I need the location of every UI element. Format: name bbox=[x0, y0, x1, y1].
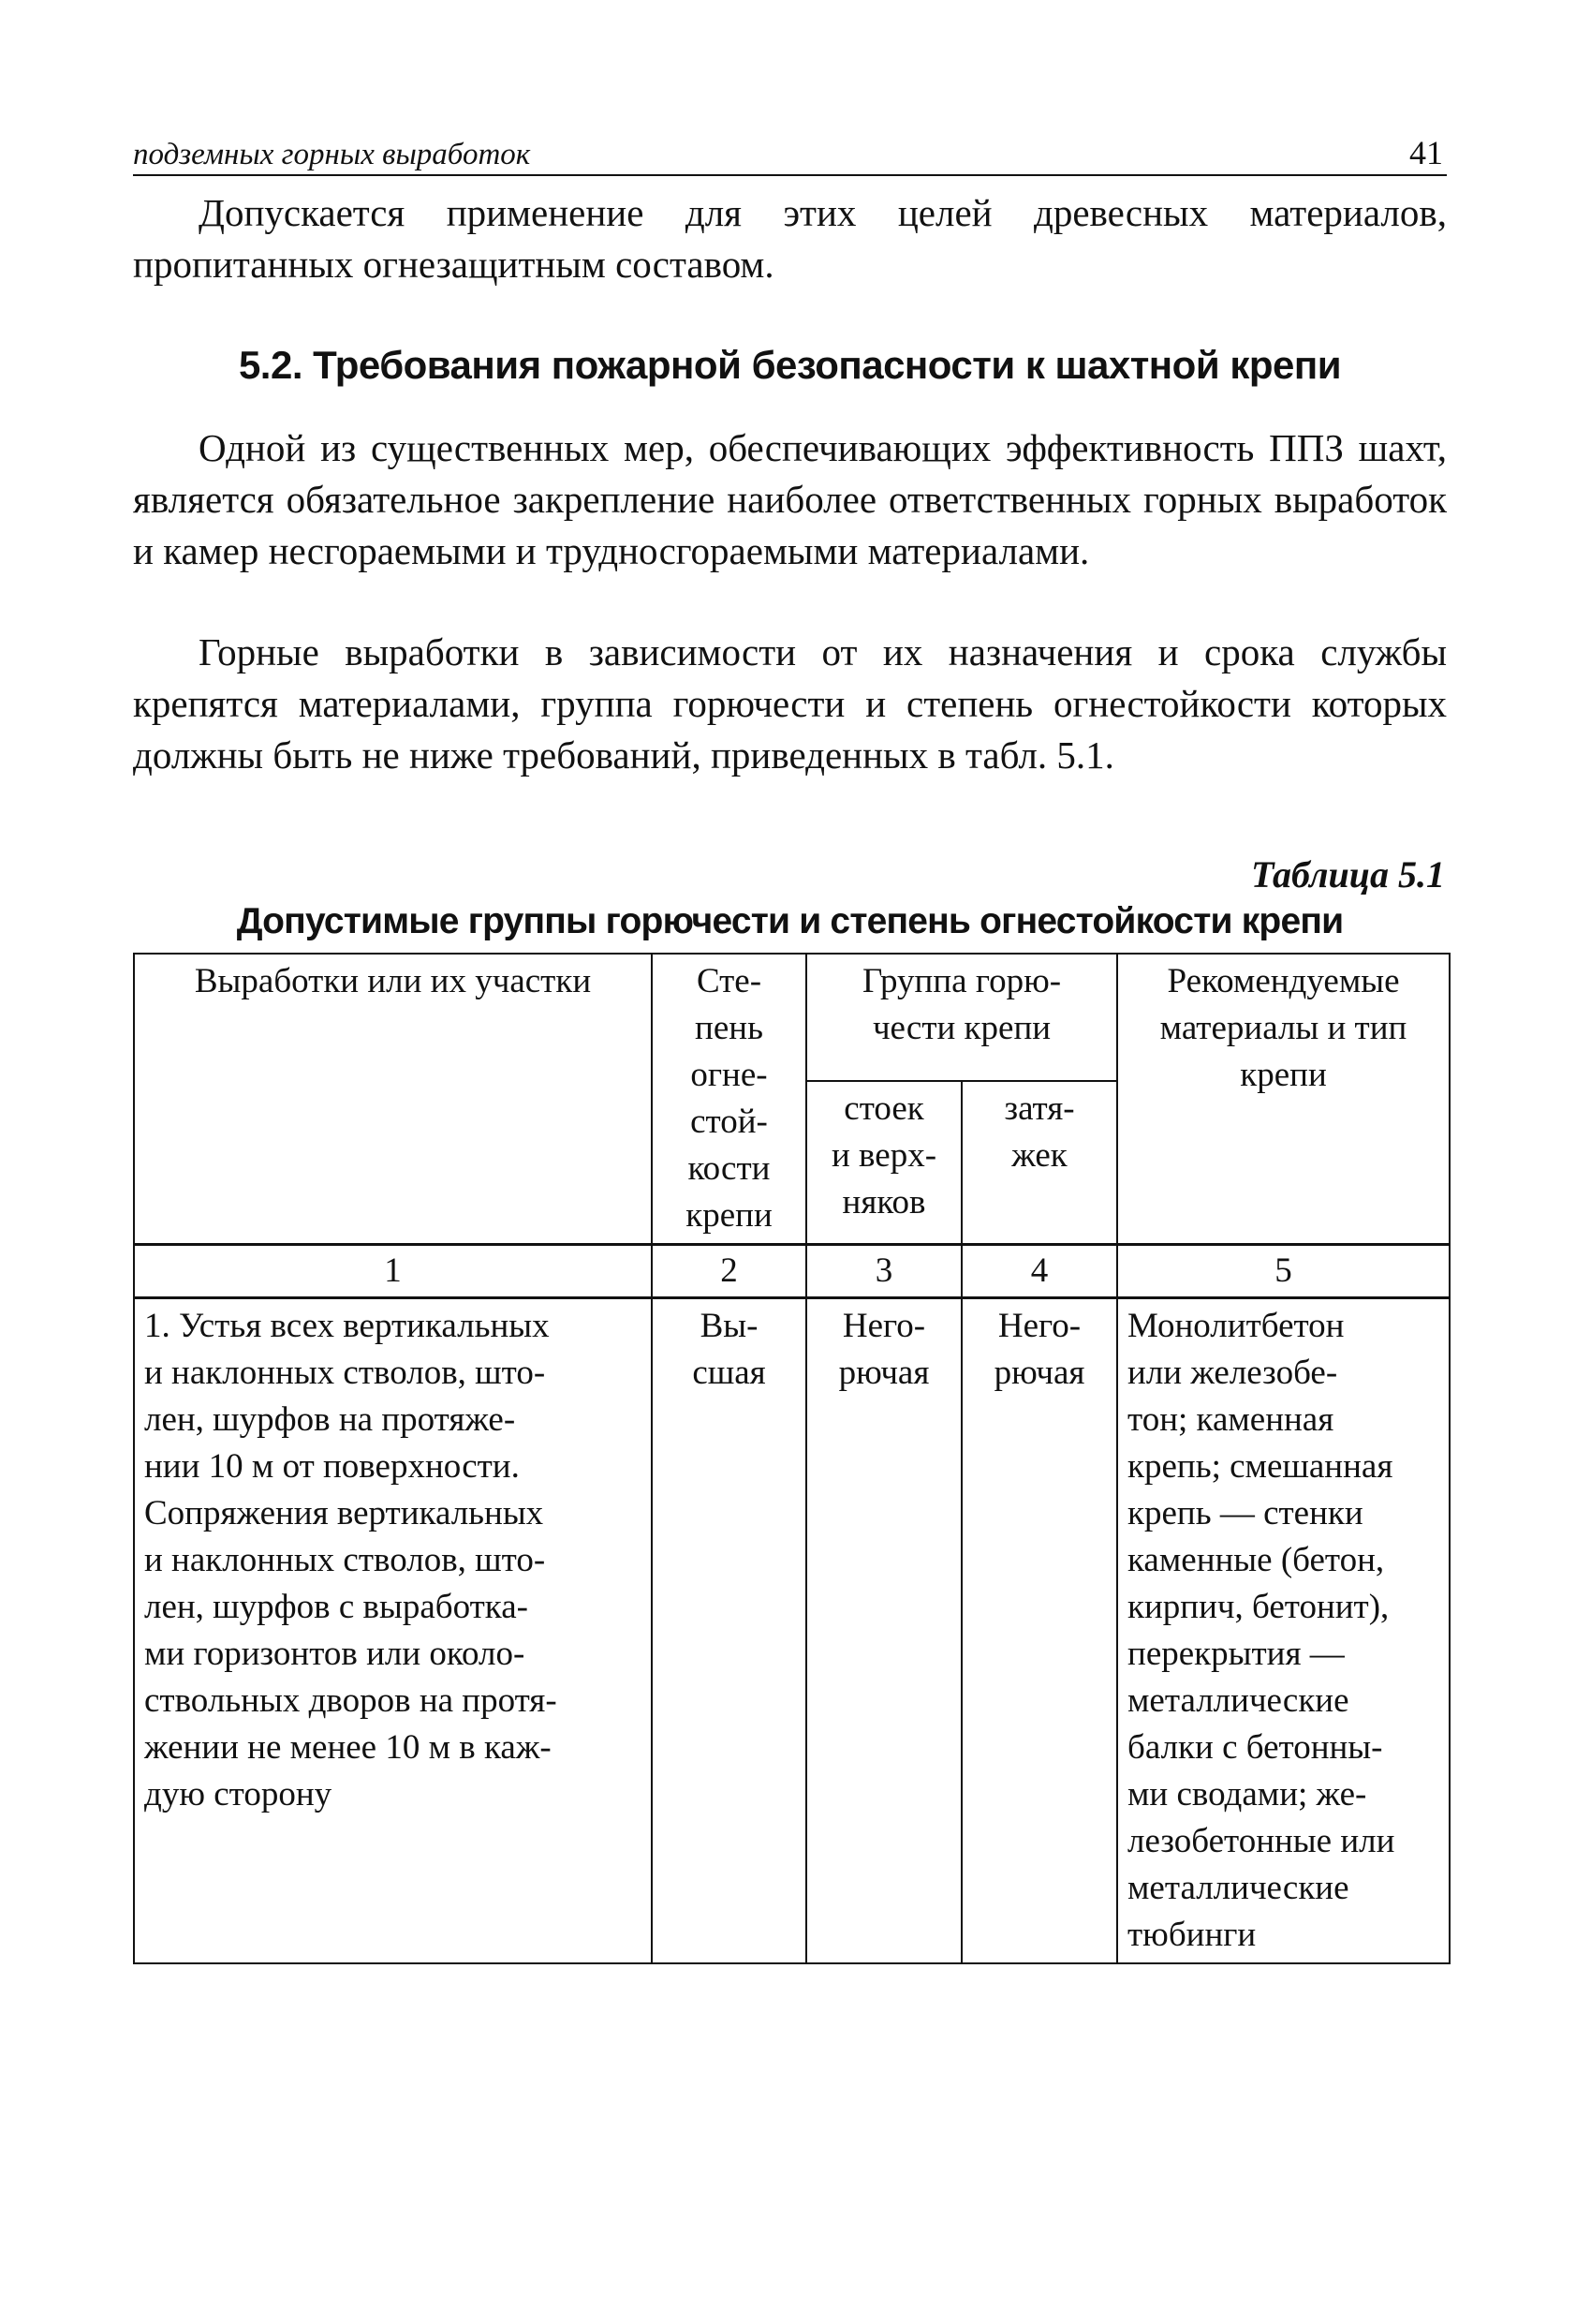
header-workings: Выработки или их участки bbox=[134, 954, 652, 1245]
column-number: 4 bbox=[962, 1245, 1117, 1298]
table-title: Допустимые группы горючести и степень огнестойкости крепи bbox=[236, 901, 1344, 941]
paragraph-1: Одной из существенных мер, обеспечивающих эффективность ППЗ шахт, является обязательное закрепление наиболее ответственных горных выработок и камер несгораемыми и трудносгораемыми материалами. bbox=[133, 426, 1447, 572]
paragraph-2: Горные выработки в зависимости от их назначения и срока службы крепятся материалами, группа горючести и степень огнестойкости которых должны быть не ниже требований, приведенных в табл. 5.1. bbox=[133, 630, 1447, 777]
header-lagging: затя- жек bbox=[962, 1081, 1117, 1245]
header-fire-resistance: Сте- пень огне- стой- кости крепи bbox=[652, 954, 806, 1245]
table-row bbox=[134, 1298, 1450, 1964]
cell-combustibility-posts: Него- рючая bbox=[806, 1298, 962, 1964]
page-number: 41 bbox=[1409, 134, 1443, 171]
running-head-title: подземных горных выработок bbox=[133, 138, 531, 171]
column-number: 1 bbox=[134, 1245, 652, 1298]
cell-combustibility-lagging: Него- рючая bbox=[962, 1298, 1117, 1964]
cell-workings: 1. Устья всех вертикальных и наклонных стволов, што- лен, шурфов на протяже- нии 10 м от поверхности. Сопряжения вертикальных и наклонных стволов, што- лен, шурфов с выработка- ми горизонтов или около- ствольных дворов на протя- жении не менее 10 м в каж- дую сторону bbox=[134, 1298, 652, 1964]
intro-paragraph: Допускается применение для этих целей древесных материалов, пропитанных огнезащитным составом. bbox=[133, 191, 1447, 286]
table-body bbox=[134, 1298, 1450, 1964]
section-heading: 5.2. Требования пожарной безопасности к шахтной крепи bbox=[238, 343, 1342, 387]
table-column-numbers bbox=[134, 1245, 1450, 1298]
column-number: 2 bbox=[652, 1245, 806, 1298]
table-header bbox=[134, 954, 1450, 1245]
header-combustibility-group: Группа горю- чести крепи bbox=[806, 954, 1117, 1081]
cell-fire-resistance: Вы- сшая bbox=[652, 1298, 806, 1964]
cell-materials: Монолитбетон или железобе- тон; каменная крепь; смешанная крепь — стенки каменные (бетон, кирпич, бетонит), перекрытия — металлические балки с бетонны- ми сводами; же- лезобетонные или металлические тюбинги bbox=[1117, 1298, 1450, 1964]
fire-safety-table bbox=[133, 953, 1451, 1964]
header-posts: стоек и верх- няков bbox=[806, 1081, 962, 1245]
header-materials: Рекомендуемые материалы и тип крепи bbox=[1117, 954, 1450, 1245]
table-label: Таблица 5.1 bbox=[1251, 853, 1445, 896]
column-number: 5 bbox=[1117, 1245, 1450, 1298]
running-head bbox=[133, 129, 1447, 176]
column-number: 3 bbox=[806, 1245, 962, 1298]
